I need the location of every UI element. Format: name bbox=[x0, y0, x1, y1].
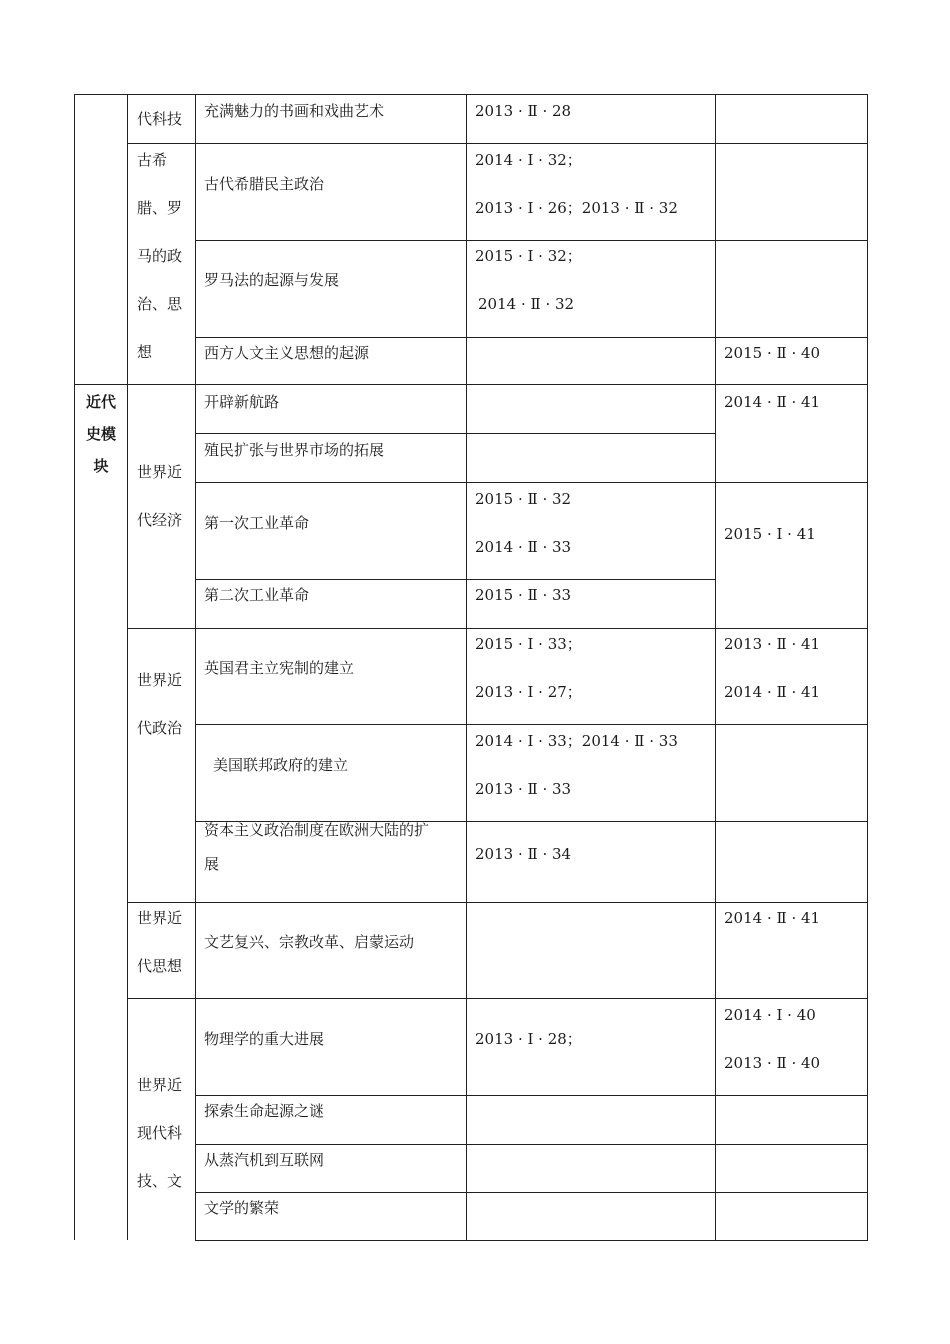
category-text: 现代科 bbox=[137, 1124, 183, 1142]
exam-ref: 2013 · Ⅱ · 28 bbox=[475, 102, 572, 120]
topic-cell bbox=[204, 256, 339, 304]
exam-ref: 2014 · Ⅱ · 41 bbox=[724, 909, 821, 927]
exam-ref: 2014 · Ⅱ · 33 bbox=[475, 538, 572, 556]
topic-text: 从蒸汽机到互联网 bbox=[204, 1151, 325, 1169]
exam-ref: 2013 · Ⅱ · 33 bbox=[475, 780, 572, 798]
category-text: 想 bbox=[137, 343, 153, 361]
grid-line bbox=[195, 94, 196, 1240]
topic-cell bbox=[204, 1184, 279, 1232]
category-text: 代政治 bbox=[137, 719, 183, 737]
grid-line bbox=[867, 94, 868, 1240]
exam-cell bbox=[475, 232, 582, 328]
category-text: 马的政 bbox=[137, 247, 183, 265]
exam-cell bbox=[475, 620, 582, 716]
topic-text: 第二次工业革命 bbox=[204, 586, 310, 604]
topic-text: 资本主义政治制度在欧洲大陆的扩 bbox=[204, 821, 430, 839]
exam-ref: 2015 · Ⅰ · 41 bbox=[724, 525, 816, 543]
exam-ref: 2015 · Ⅰ · 33； bbox=[475, 635, 582, 653]
topic-text: 探索生命起源之谜 bbox=[204, 1102, 325, 1120]
topic-cell bbox=[204, 1136, 324, 1184]
topic-cell bbox=[204, 918, 414, 966]
exam-cell bbox=[475, 87, 571, 135]
exam-cell bbox=[475, 717, 678, 813]
topic-text: 第一次工业革命 bbox=[204, 514, 310, 532]
category-thought bbox=[137, 894, 182, 990]
module-label-line: 块 bbox=[93, 457, 109, 475]
exam-ref: 2014 · Ⅱ · 32 bbox=[478, 295, 575, 313]
exam-ref: 2013 · Ⅱ · 34 bbox=[475, 845, 572, 863]
topic-cell bbox=[204, 571, 309, 619]
exam-ref: 2013 · Ⅰ · 26；2013 · Ⅱ · 32 bbox=[475, 199, 678, 217]
exam-cell bbox=[475, 136, 678, 232]
exam-cell bbox=[475, 1015, 582, 1063]
topic-cell bbox=[204, 160, 324, 208]
topic-text: 物理学的重大进展 bbox=[204, 1030, 325, 1048]
grid-line bbox=[195, 1192, 868, 1193]
grid-line bbox=[195, 1240, 868, 1241]
category-text: 代思想 bbox=[137, 957, 183, 975]
topic-text: 西方人文主义思想的起源 bbox=[204, 344, 370, 362]
topic-text: 展 bbox=[204, 855, 220, 873]
topic-text: 古代希腊民主政治 bbox=[204, 175, 325, 193]
category-greek-roman bbox=[137, 136, 182, 376]
exam-cell bbox=[475, 571, 571, 619]
exam2-cell bbox=[724, 378, 820, 426]
module-label-line: 近代 bbox=[85, 393, 116, 411]
exam-ref: 2015 · Ⅱ · 33 bbox=[475, 586, 572, 604]
category-text: 技、文 bbox=[137, 1172, 183, 1190]
exam2-cell bbox=[724, 894, 820, 942]
topic-cell bbox=[204, 87, 384, 135]
exam-ref: 2014 · Ⅰ · 33；2014 · Ⅱ · 33 bbox=[475, 732, 678, 750]
exam2-cell bbox=[724, 991, 820, 1087]
grid-line bbox=[127, 94, 128, 1240]
category-text: 治、思 bbox=[137, 295, 183, 313]
topic-cell bbox=[204, 378, 279, 426]
topic-cell bbox=[204, 644, 354, 692]
exam2-cell bbox=[724, 620, 820, 716]
grid-line bbox=[74, 94, 75, 1240]
category-science bbox=[137, 1061, 182, 1205]
category-text: 腊、罗 bbox=[137, 199, 183, 217]
topic-cell bbox=[204, 813, 429, 881]
exam-ref: 2013 · Ⅱ · 41 bbox=[724, 635, 821, 653]
topic-text: 充满魅力的书画和戏曲艺术 bbox=[204, 102, 385, 120]
exam-cell bbox=[475, 830, 571, 878]
category-text: 世界近 bbox=[137, 463, 183, 481]
topic-cell bbox=[204, 1015, 324, 1063]
topic-cell bbox=[213, 741, 348, 789]
topic-text: 文艺复兴、宗教改革、启蒙运动 bbox=[204, 933, 415, 951]
exam-ref: 2014 · Ⅱ · 41 bbox=[724, 393, 821, 411]
category-text: 代经济 bbox=[137, 511, 183, 529]
exam-ref: 2014 · Ⅱ · 41 bbox=[724, 683, 821, 701]
exam2-cell bbox=[724, 510, 816, 558]
category-text: 世界近 bbox=[137, 671, 183, 689]
exam-ref: 2014 · Ⅰ · 40 bbox=[724, 1006, 816, 1024]
exam-ref: 2013 · Ⅰ · 27； bbox=[475, 683, 582, 701]
exam-cell bbox=[475, 475, 571, 571]
exam-ref: 2015 · Ⅰ · 32； bbox=[475, 247, 582, 265]
topic-cell bbox=[204, 329, 369, 377]
topic-text: 文学的繁荣 bbox=[204, 1199, 280, 1217]
category-text: 世界近 bbox=[137, 1076, 183, 1094]
module-label-line: 史模 bbox=[85, 425, 116, 443]
exam-ref: 2013 · Ⅱ · 40 bbox=[724, 1054, 821, 1072]
topic-text: 罗马法的起源与发展 bbox=[204, 271, 340, 289]
topic-cell bbox=[204, 1087, 324, 1135]
exam-ref: 2014 · Ⅰ · 32； bbox=[475, 151, 582, 169]
category-text: 古希 bbox=[137, 151, 168, 169]
topic-cell bbox=[204, 499, 309, 547]
exam-ref: 2015 · Ⅱ · 32 bbox=[475, 490, 572, 508]
exam-ref: 2013 · Ⅰ · 28； bbox=[475, 1030, 582, 1048]
topic-text: 英国君主立宪制的建立 bbox=[204, 659, 355, 677]
module-label-modern bbox=[80, 386, 122, 482]
topic-text: 开辟新航路 bbox=[204, 393, 280, 411]
exam2-cell bbox=[724, 329, 820, 377]
topic-cell bbox=[204, 426, 384, 474]
grid-line bbox=[466, 94, 467, 1240]
topic-text: 美国联邦政府的建立 bbox=[213, 756, 349, 774]
category-text: 代科技 bbox=[137, 110, 183, 128]
grid-line bbox=[715, 94, 716, 1240]
category-text: 世界近 bbox=[137, 909, 183, 927]
topic-text: 殖民扩张与世界市场的拓展 bbox=[204, 441, 385, 459]
category-economy bbox=[137, 448, 182, 544]
exam-ref: 2015 · Ⅱ · 40 bbox=[724, 344, 821, 362]
category-politics bbox=[137, 656, 182, 752]
grid-line bbox=[74, 94, 868, 95]
